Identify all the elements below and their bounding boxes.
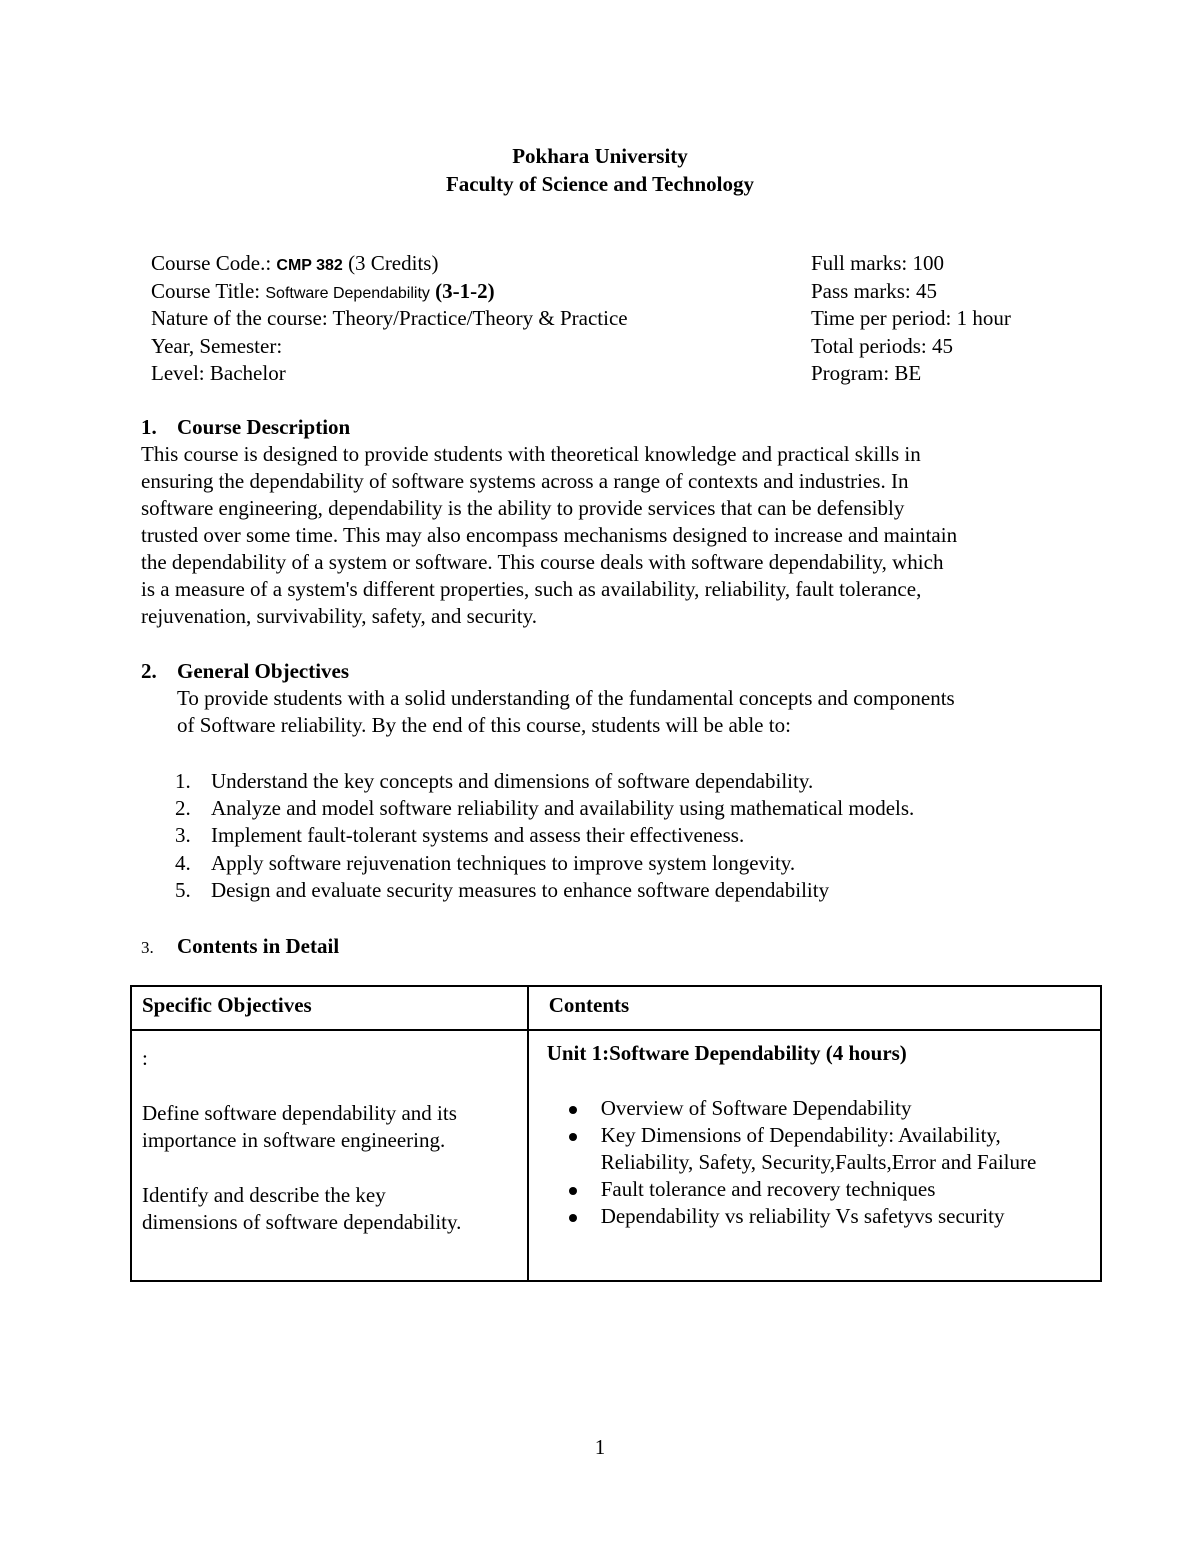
course-title-value: Software Dependability xyxy=(265,284,430,302)
bullet-icon xyxy=(569,1214,577,1222)
section-heading-contents: 3. Contents in Detail xyxy=(141,934,340,958)
list-item: Fault tolerance and recovery techniques xyxy=(539,1176,1090,1203)
bullet-icon xyxy=(569,1133,577,1141)
bullet-icon xyxy=(569,1106,577,1114)
objective-identify: Identify and describe the key dimensions of software dependability. xyxy=(142,1183,462,1234)
section-heading-objectives: 2. General Objectives xyxy=(141,659,350,683)
list-item: 2. Analyze and model software reliability and availability using mathematical models. xyxy=(175,796,915,821)
list-item: Dependability vs reliability Vs safetyvs security xyxy=(539,1203,1090,1230)
full-marks: Full marks: 100 xyxy=(811,251,945,275)
table-header-row xyxy=(131,986,1101,1030)
contents-table xyxy=(130,985,1102,1282)
total-periods: Total periods: 45 xyxy=(811,333,954,358)
course-code-value: CMP 382 xyxy=(276,257,343,274)
list-item: 4. Apply software rejuvenation techniques to improve system longevity. xyxy=(175,850,796,875)
bullet-icon xyxy=(569,1187,577,1195)
program: Program: BE xyxy=(811,361,922,386)
table-row xyxy=(131,1030,1101,1281)
objectives-list xyxy=(175,768,914,904)
objective-define: Define software dependability and its importance in software engineering. xyxy=(142,1101,457,1152)
course-info-left xyxy=(151,250,791,388)
list-item: 5. Design and evaluate security measures to enhance software dependability xyxy=(175,877,830,902)
course-description-text: This course is designed to provide students with theoretical knowledge and practical skills in ensuring the dependability of software systems across a range of contexts and industries. In software engineering, dependability is the ability to provide services that can be defensibly trusted over some time. This may also encompass mechanisms designed to increase and maintain the dependability of a system or software. This course deals with software dependability, which is a measure of a system's different properties, such as availability, reliability, fault tolerance, rejuvenation, survivability, safety, and security. xyxy=(141,442,958,628)
course-nature: Nature of the course: Theory/Practice/Theory & Practice xyxy=(151,306,628,331)
year-semester: Year, Semester: xyxy=(151,333,283,358)
objectives-intro: To provide students with a solid understanding of the fundamental concepts and components of Software reliability. By the end of this course, students will be able to: xyxy=(177,686,955,737)
pass-marks: Pass marks: 45 xyxy=(811,278,937,303)
list-item: Overview of Software Dependability xyxy=(539,1095,1090,1122)
unit-title: Unit 1:Software Dependability (4 hours) xyxy=(546,1041,907,1065)
unit-topics-list xyxy=(539,1095,1090,1230)
list-item: Key Dimensions of Dependability: Availability, Reliability, Safety, Security,Faults,Error and Failure xyxy=(539,1122,1090,1176)
faculty-title: Faculty of Science and Technology xyxy=(445,172,755,196)
list-item: 1. Understand the key concepts and dimensions of software dependability. xyxy=(175,769,814,793)
course-title-line: Course Title: Software Dependability (3-1-2) xyxy=(151,278,495,303)
header-contents: Contents xyxy=(528,986,1101,1030)
contents-cell xyxy=(528,1030,1101,1281)
university-title: Pokhara University xyxy=(512,144,688,168)
time-per-period: Time per period: 1 hour xyxy=(811,306,1011,331)
course-code-line: Course Code.: CMP 382 (3 Credits) xyxy=(151,251,439,275)
course-info-right xyxy=(811,250,1171,388)
course-level: Level: Bachelor xyxy=(151,361,286,386)
page-number: 1 xyxy=(594,1435,606,1459)
objectives-colon: : xyxy=(142,1046,148,1070)
list-item: 3. Implement fault-tolerant systems and assess their effectiveness. xyxy=(175,823,745,848)
header-specific-objectives: Specific Objectives xyxy=(131,986,528,1030)
section-heading-description: 1. Course Description xyxy=(141,415,351,439)
objectives-cell xyxy=(131,1030,528,1281)
